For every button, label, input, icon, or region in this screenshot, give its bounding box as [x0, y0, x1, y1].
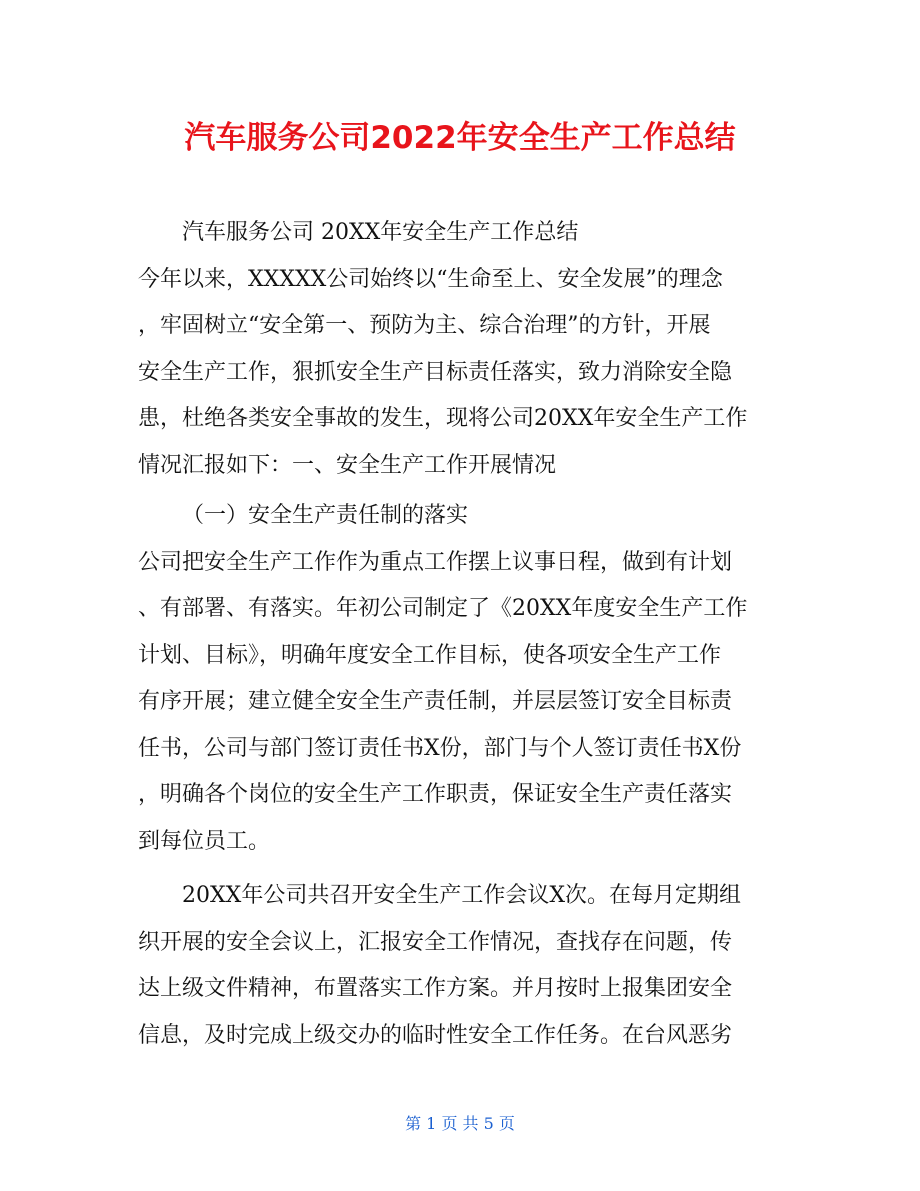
body-line: 有序开展；建立健全安全生产责任制，并层层签订安全目标责: [138, 689, 733, 714]
body-line: 到每位员工。: [138, 828, 271, 854]
document-body: [138, 210, 788, 1059]
section-heading: （一）安全生产责任制的落实: [182, 503, 469, 528]
body-line: 信息，及时完成上级交办的临时性安全工作任务。在台风恶劣: [138, 1022, 733, 1048]
body-line: 计划、目标》，明确年度安全工作目标，使各项安全生产工作: [138, 642, 722, 668]
body-line: 任书，公司与部门签订责任书X份，部门与个人签订责任书X份: [138, 735, 742, 761]
body-line-paragraph-start: 20XX年公司共召开安全生产工作会议X次。在每月定期组: [182, 883, 741, 908]
body-line: 今年以来，XXXXX公司始终以“生命至上、安全发展”的理念: [138, 266, 723, 292]
body-line: 、有部署、有落实。年初公司制定了《20XX年度安全生产工作: [138, 596, 748, 621]
body-line: 患，杜绝各类安全事故的发生，现将公司20XX年安全生产工作: [138, 406, 748, 431]
body-line-subtitle: 汽车服务公司 20XX年安全生产工作总结: [182, 220, 579, 245]
body-line: 织开展的安全会议上，汇报安全工作情况，查找存在问题，传: [138, 929, 733, 955]
body-line: ，明确各个岗位的安全生产工作职责，保证安全生产责任落实: [138, 782, 733, 807]
body-line: 公司把安全生产工作作为重点工作摆上议事日程，做到有计划: [138, 549, 733, 575]
page-number-footer: 第 1 页 共 5 页: [405, 1114, 515, 1133]
document-title: 汽车服务公司2022年安全生产工作总结: [184, 120, 736, 156]
body-line: ，牢固树立“安全第一、预防为主、综合治理”的方针，开展: [138, 313, 711, 338]
body-line: 安全生产工作，狠抓安全生产目标责任落实，致力消除安全隐: [138, 359, 733, 385]
body-line: 情况汇报如下：一、安全生产工作开展情况: [138, 452, 557, 478]
body-line: 达上级文件精神，布置落实工作方案。并月按时上报集团安全: [138, 976, 733, 1001]
